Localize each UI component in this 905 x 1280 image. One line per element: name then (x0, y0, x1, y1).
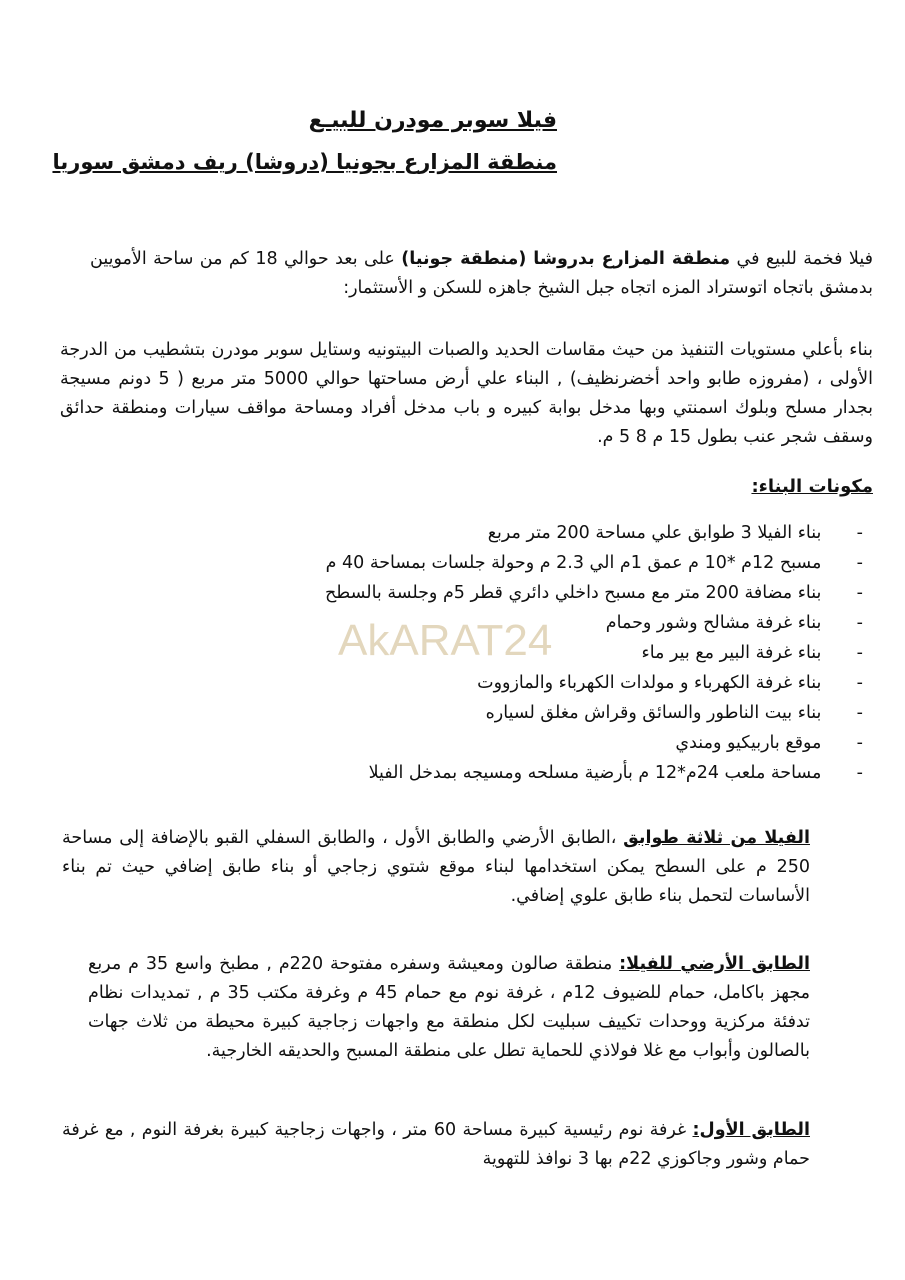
bullet-dash: - (856, 733, 863, 753)
components-list (325, 518, 863, 788)
list-item (325, 608, 863, 638)
intro-text-end: على بعد حوالي 18 كم من ساحة الأمويين بدمشق باتجاه اتوستراد المزه اتجاه جبل الشيخ جاهزه للسكن و الأستثمار: (90, 249, 873, 298)
bullet-dash: - (856, 553, 863, 573)
ground-floor-paragraph (88, 950, 810, 1066)
list-item-text: بناء الفيلا 3 طوابق علي مساحة 200 متر مربع (487, 523, 822, 543)
document-title: فيلا سوبر مودرن للبيـع (308, 108, 557, 133)
bullet-dash: - (856, 763, 863, 783)
floors-paragraph (62, 824, 810, 911)
list-item (325, 578, 863, 608)
document-subtitle: منطقة المزارع بجونيا (دروشا) ريف دمشق سوريا (52, 150, 557, 174)
list-item-text: مساحة ملعب 24م*12 م بأرضية مسلحه ومسيجه بمدخل الفيلا (368, 763, 822, 783)
list-item (325, 518, 863, 548)
bullet-dash: - (856, 643, 863, 663)
list-item-text: بناء غرفة البير مع بير ماء (641, 643, 822, 663)
watermark-logo: AkARAT24 (338, 616, 553, 665)
intro-text-start: فيلا فخمة للبيع في (730, 249, 873, 269)
list-item-text: بناء غرفة مشالح وشور وحمام (605, 613, 822, 633)
list-item (325, 638, 863, 668)
list-item-text: بناء بيت الناطور والسائق وقراش مغلق لسياره (485, 703, 822, 723)
bullet-dash: - (856, 673, 863, 693)
list-item (325, 668, 863, 698)
ground-floor-lead: الطابق الأرضي للفيلا: (619, 954, 810, 974)
first-floor-lead: الطابق الأول: (692, 1120, 810, 1140)
bullet-dash: - (856, 523, 863, 543)
floors-lead: الفيلا من ثلاثة طوابق (623, 828, 810, 848)
bullet-dash: - (856, 583, 863, 603)
floors-text: ،الطابق الأرضي والطابق الأول ، والطابق السفلي القبو بالإضافة إلى مساحة 250 م على السطح يمكن استخدامها لبناء موقع شتوي زجاجي أو بناء طابق إضافي حيث تم بناء الأساسات لتحمل بناء طابق علوي إضافي. (62, 828, 810, 906)
first-floor-text: غرفة نوم رئيسية كبيرة مساحة 60 متر ، واجهات زجاجية كبيرة بغرفة النوم , مع غرفة حمام وشور وجاكوزي 22م بها 3 نوافذ للتهوية (62, 1120, 810, 1169)
list-item (325, 698, 863, 728)
ground-floor-text: منطقة صالون ومعيشة وسفره مفتوحة 220م , مطبخ واسع 35 م مربع مجهز باكامل، حمام للضيوف 12م ، غرفة نوم مع حمام 45 م وغرفة مكتب 35 م , تمديدات نظام تدفئة مركزية ووحدات تكييف سبليت لكل منطقة مع واجهات زجاجية كبيرة محيطة من ثلاث جهات بالصالون وأبواب مع غلا فولاذي للحماية تطل على منطقة المسبح والحديقه الخارجية. (88, 954, 811, 1061)
first-floor-paragraph (62, 1116, 810, 1174)
list-item-text: مسبح 12م *10 م عمق 1م الي 2.3 م وحولة جلسات بمساحة 40 م (325, 553, 822, 573)
components-heading: مكونات البناء: (751, 476, 873, 497)
intro-paragraph (90, 245, 873, 303)
intro-location-bold: منطقة المزارع بدروشا (منطقة جونيا) (401, 249, 731, 269)
bullet-dash: - (856, 703, 863, 723)
list-item (325, 548, 863, 578)
bullet-dash: - (856, 613, 863, 633)
list-item-text: موقع باربيكيو ومندي (675, 733, 822, 753)
list-item-text: بناء غرفة الكهرباء و مولدات الكهرباء والمازووت (477, 673, 822, 693)
list-item (325, 728, 863, 758)
construction-paragraph: بناء بأعلي مستويات التنفيذ من حيث مقاسات الحديد والصبات البيتونيه وستايل سوبر مودرن بتشطيب من الدرجة الأولى ، (مفروزه طابو واحد أخضرنظيف) , البناء علي أرض مساحتها حوالي 5000 متر مربع ( 5 دونم مسيجة بجدار مسلح وبلوك اسمنتي وبها مدخل بوابة كبيره و باب مدخل أفراد ومساحة مواقف سيارات ومنطقة حدائق وسقف شجر عنب بطول 15 م 8 5 م. (60, 340, 873, 447)
list-item (325, 758, 863, 788)
list-item-text: بناء مضافة 200 متر مع مسبح داخلي دائري قطر 5م وجلسة بالسطح (324, 583, 822, 603)
